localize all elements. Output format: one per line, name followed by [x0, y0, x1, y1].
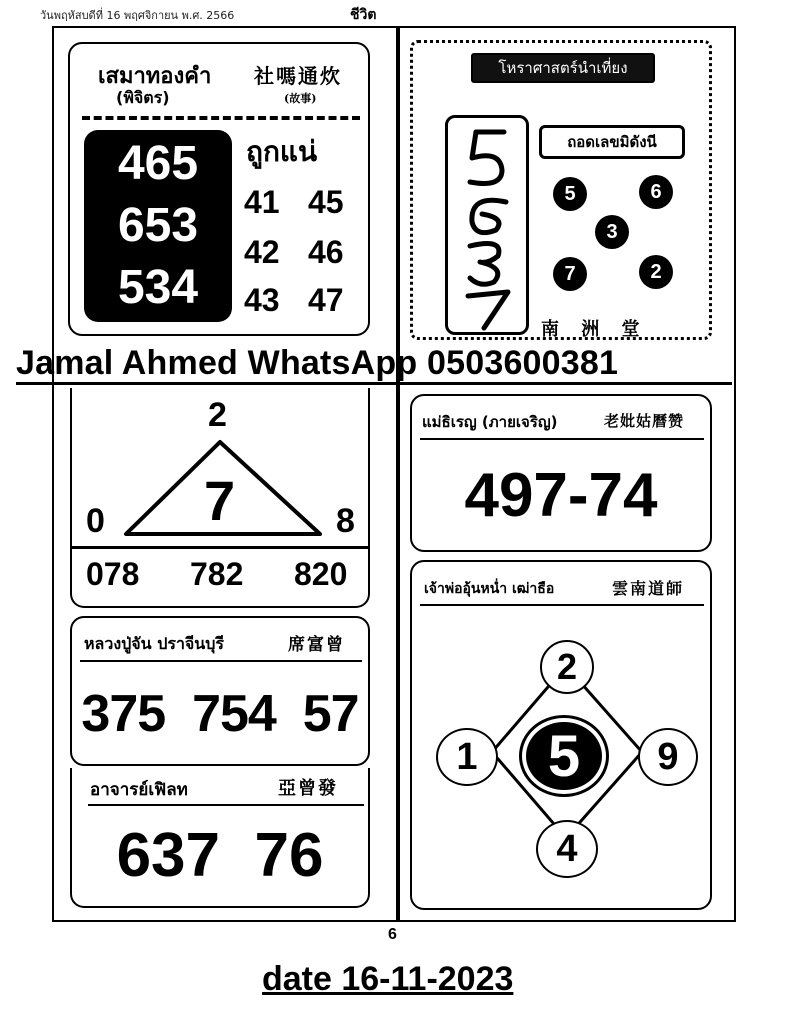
pair-number: 46	[308, 234, 344, 270]
header-date-line: วันพฤหัสบดีที่ 16 พฤศจิกายน พ.ศ. 2566	[40, 9, 235, 22]
ajarn-numbers: 637 76	[116, 821, 324, 890]
panel-luangpu	[70, 616, 370, 766]
main-number-box	[84, 130, 232, 322]
publication-logo: ชีวิต	[350, 7, 377, 23]
main-number: 534	[117, 261, 199, 314]
panel-horasat	[410, 40, 712, 340]
diamond-bottom: 4	[536, 820, 598, 878]
sure-label: ถูกแน่	[246, 135, 318, 168]
triangle-left: 0	[86, 502, 105, 540]
diamond-center: 5	[522, 718, 606, 794]
jaopho-chinese: 雲南道師	[612, 579, 685, 598]
panel-jaopho	[410, 560, 712, 910]
dot-number: 3	[595, 215, 629, 249]
dot-number: 6	[639, 175, 673, 209]
panel-ajarn	[70, 768, 370, 908]
pair-number: 47	[308, 282, 344, 318]
maeboon-chinese: 老妣姑曆赞	[604, 412, 685, 430]
semathong-chinese-sub: (故事)	[284, 92, 317, 105]
semathong-subtitle: (พิจิตร)	[116, 88, 170, 107]
main-number: 653	[117, 199, 199, 252]
pair-number: 42	[244, 234, 280, 270]
luangpu-chinese: 席富曾	[288, 635, 345, 655]
panel-maeboon	[410, 394, 712, 552]
column-divider	[396, 26, 400, 922]
ajarn-title: อาจารย์เฟิลท	[90, 780, 188, 800]
seal-text: 南 洲 堂	[541, 319, 648, 340]
panel-triangle	[70, 388, 370, 608]
maeboon-number: 497-74	[464, 461, 658, 530]
luangpu-header	[80, 626, 362, 662]
maeboon-header	[420, 406, 704, 440]
diamond-right: 9	[638, 728, 698, 786]
triangle-separator	[72, 546, 368, 549]
pair-number: 45	[308, 184, 344, 220]
ajarn-header	[88, 770, 364, 806]
triangle-number: 782	[190, 556, 244, 592]
triangle-number: 820	[294, 556, 348, 592]
main-number: 465	[117, 137, 199, 190]
handwritten-box	[445, 115, 529, 335]
watermark-text: Jamal Ahmed WhatsApp 0503600381	[16, 344, 619, 382]
dot-number: 5	[553, 177, 587, 211]
dashed-separator	[82, 116, 360, 120]
semathong-chinese: 社嗎通炊	[254, 64, 342, 88]
date-caption: date 16-11-2023	[262, 960, 514, 998]
handwritten-digits	[448, 118, 526, 332]
watermark-underline	[16, 382, 732, 385]
triangle-number: 078	[86, 556, 140, 592]
dot-number: 2	[639, 255, 673, 289]
page-number: 6	[388, 926, 397, 943]
luangpu-title: หลวงปู่จัน ปราจีนบุรี	[84, 634, 224, 653]
triangle-right: 8	[336, 502, 355, 540]
panel-semathong	[68, 42, 370, 336]
jaopho-title: เจ้าพ่ออุ้นหน่ำ เฒ่าธือ	[424, 581, 555, 597]
diamond-top: 2	[540, 640, 594, 694]
luangpu-numbers: 375 754 57	[81, 685, 359, 743]
horasat-title: โหราศาสตร์นำเที่ยง	[471, 53, 655, 83]
pair-number: 41	[244, 184, 280, 220]
dot-number: 7	[553, 257, 587, 291]
semathong-title: เสมาทองคำ	[98, 64, 212, 89]
maeboon-title: แม่ธิเรญ (ภายเจริญ)	[422, 413, 558, 431]
pair-number: 43	[244, 282, 280, 318]
triangle-center: 7	[204, 469, 236, 532]
ajarn-chinese: 亞曾發	[278, 778, 338, 799]
diamond-left: 1	[436, 728, 498, 786]
decode-label: ถอดเลขมิดังนี	[539, 125, 685, 159]
triangle-top: 2	[208, 396, 227, 434]
